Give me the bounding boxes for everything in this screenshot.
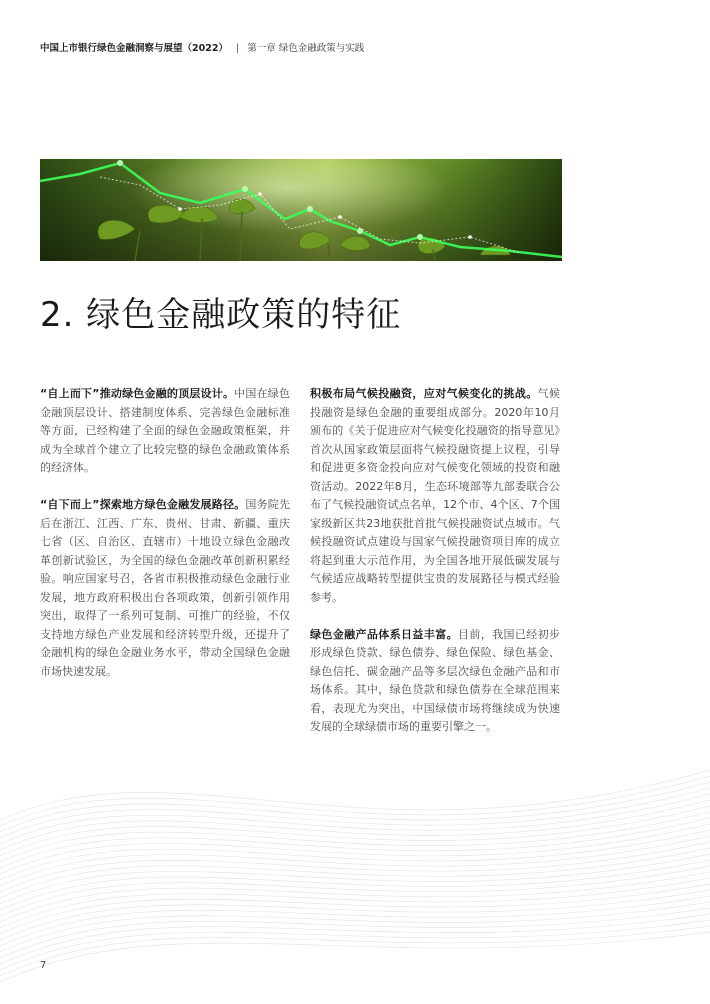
wave-line — [0, 782, 710, 832]
wave-line — [0, 794, 710, 844]
wave-line — [0, 836, 710, 886]
wave-line-decoration — [0, 720, 710, 1004]
wave-line — [0, 878, 710, 928]
wave-line — [0, 908, 710, 958]
wave-line — [0, 818, 710, 868]
paragraph-bottom-up — [40, 496, 290, 681]
right-column — [310, 385, 560, 755]
wave-line — [0, 776, 710, 826]
chapter-title: 第一章 绿色金融政策与实践 — [247, 43, 365, 54]
wave-line — [0, 920, 710, 970]
wave-line — [0, 824, 710, 874]
wave-line — [0, 896, 710, 946]
wave-line — [0, 848, 710, 898]
wave-line — [0, 800, 710, 850]
paragraph-body: 目前，我国已经初步形成绿色贷款、绿色债券、绿色保险、绿色基金、绿色信托、碳金融产品等多层次绿色金融产品和市场体系。其中，绿色贷款和绿色债券在全球范围来看，表现尤为突出，中国绿债市场将继续成为快速发展的全球绿债市场的重要引擎之一。 — [310, 627, 561, 733]
wave-line — [0, 914, 710, 964]
paragraph-climate-finance — [310, 385, 560, 607]
paragraph-lead: 绿色金融产品体系日益丰富。 — [310, 627, 458, 641]
wave-line — [0, 812, 710, 862]
paragraph-body: 国务院先后在浙江、江西、广东、贵州、甘肃、新疆、重庆七省（区、自治区、直辖市）十地设立绿色金融改革创新试验区，为全国的绿色金融改革创新积累经验。响应国家号召，各省市积极推动绿色金融行业发展，地方政府积极出台各项政策，创新引领作用突出，取得了一系列可复制、可推广的经验，不仅支持地方绿色产业发展和经济转型升级，还提升了金融机构的绿色金融业务水平，带动全国绿色金融市场快速发展。 — [40, 498, 290, 678]
wave-line — [0, 884, 710, 934]
paragraph-top-down — [40, 385, 290, 478]
section-title: 2. 绿色金融政策的特征 — [40, 295, 402, 335]
wave-line — [0, 854, 710, 904]
left-column — [40, 385, 290, 700]
paragraph-lead: 积极布局气候投融资，应对气候变化的挑战。 — [310, 387, 538, 400]
paragraph-lead: “自下而上”探索地方绿色金融发展路径。 — [40, 498, 246, 511]
wave-line — [0, 890, 710, 940]
running-header — [40, 40, 364, 54]
paragraph-body: 中国在绿色金融顶层设计、搭建制度体系、完善绿色金融标准等方面，已经构建了全面的绿色金融政策框架，并成为全球首个建立了比较完整的绿色金融政策体系的经济体。 — [40, 387, 290, 474]
page-number: 7 — [40, 960, 47, 971]
wave-line — [0, 842, 710, 892]
paragraph-body: 气候投融资是绿色金融的重要组成部分。2020年10月颁布的《关于促进应对气候变化投融资的指导意见》首次从国家政策层面将气候投融资提上议程，引导和促进更多资金投向应对气候变化领域的投资和融资活动。2022年8月，生态环境部等九部委联合公布了气候投融资试点名单，12个市、4个区、7个国家级新区共23地获批首批气候投融资试点城市。气候投融资试点建设与国家气候投融资项目库的成立将起到重大示范作用，为全国各地开展低碳发展与气候适应战略转型提供宝贵的发展路径与模式经验参考。 — [310, 387, 561, 604]
wave-line — [0, 806, 710, 856]
header-separator: | — [235, 43, 240, 54]
wave-line — [0, 872, 710, 922]
document-title: 中国上市银行绿色金融洞察与展望（2022） — [40, 43, 228, 54]
paragraph-green-products — [310, 626, 560, 737]
banner-image — [40, 159, 562, 261]
paragraph-lead: “自上而下”推动绿色金融的顶层设计。 — [40, 387, 235, 400]
wave-line — [0, 770, 710, 820]
wave-line — [0, 788, 710, 838]
wave-line — [0, 830, 710, 880]
wave-line — [0, 860, 710, 910]
wave-line — [0, 902, 710, 952]
wave-line — [0, 866, 710, 916]
wave-line — [0, 926, 710, 976]
wave-line — [0, 932, 710, 982]
